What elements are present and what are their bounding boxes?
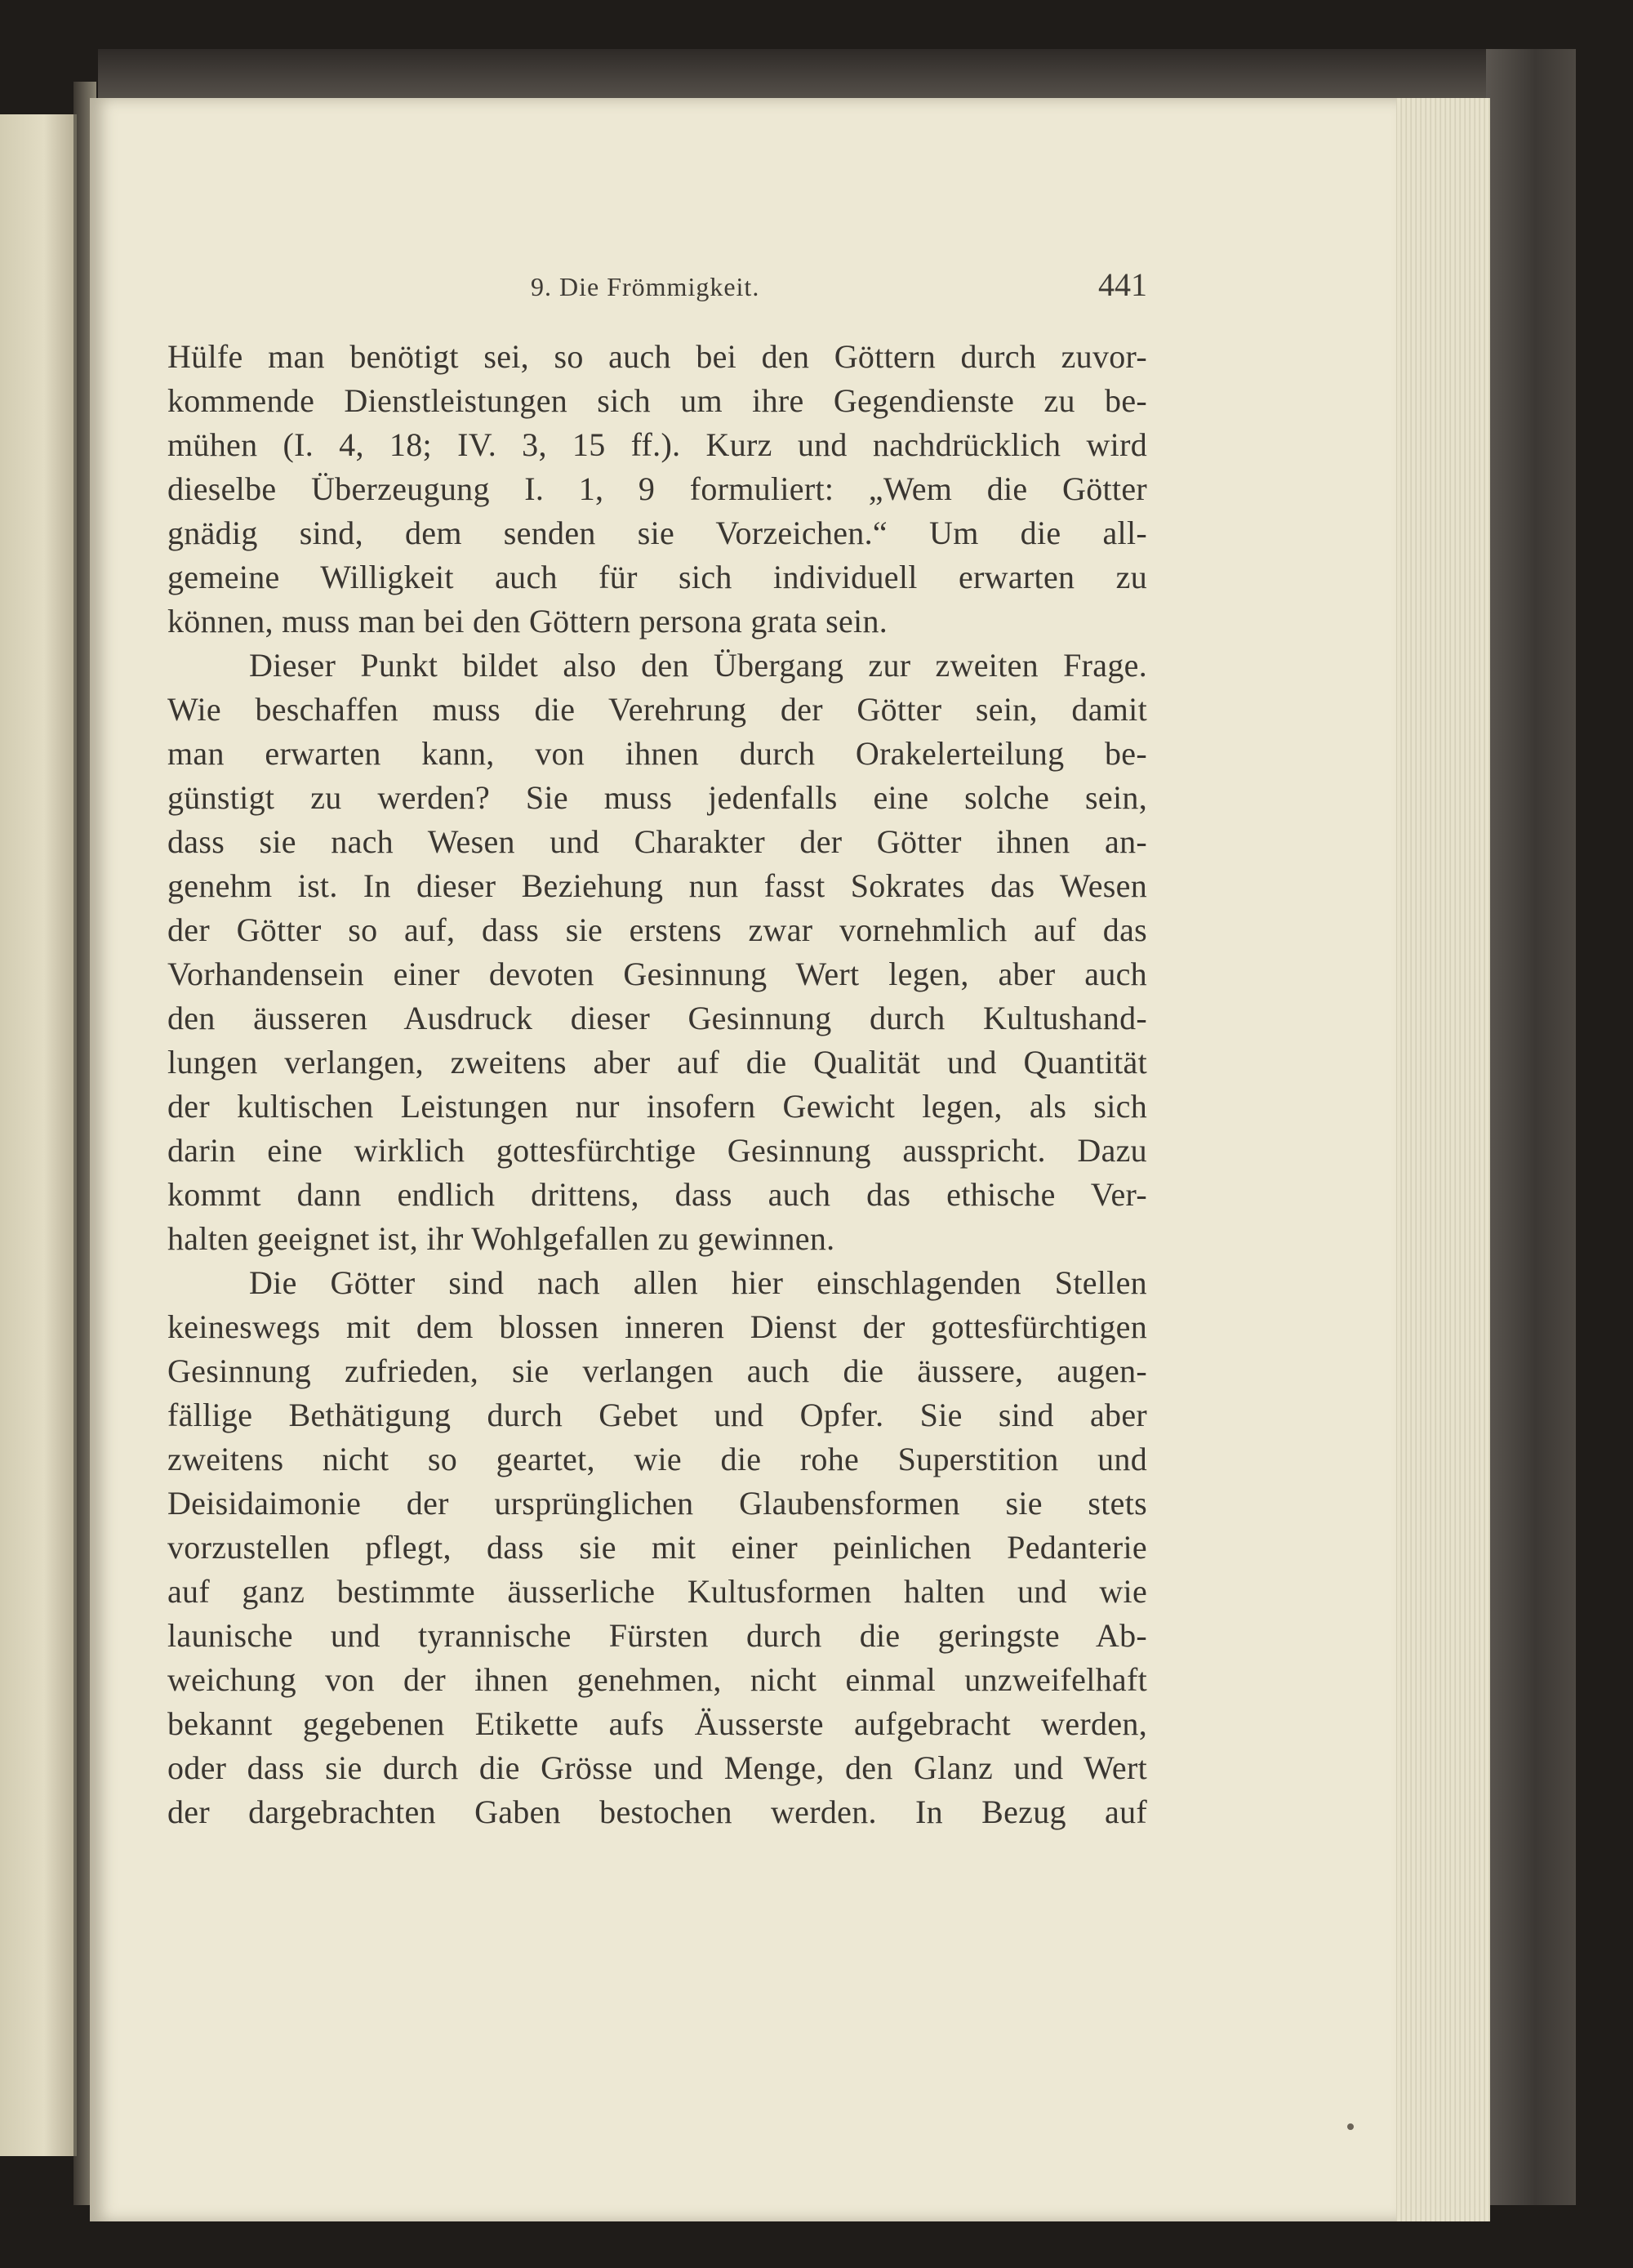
text-line: zweitens nicht so geartet, wie die rohe Superstition und [167,1441,1147,1477]
text-line: fällige Bethätigung durch Gebet und Opfer. Sie sind aber [167,1397,1147,1433]
text-line: Wie beschaffen muss die Verehrung der Götter sein, damit [167,691,1147,728]
text-line: launische und tyrannische Fürsten durch die geringste Ab- [167,1617,1147,1654]
text-line: Die Götter sind nach allen hier einschlagenden Stellen [249,1264,1147,1301]
text-line: mühen (I. 4, 18; IV. 3, 15 ff.). Kurz und nachdrücklich wird [167,426,1147,463]
body-text [167,335,1147,1834]
text-line: Hülfe man benötigt sei, so auch bei den Göttern durch zuvor- [167,338,1147,375]
text-line: kommende Dienstleistungen sich um ihre Gegendienste zu be- [167,382,1147,419]
text-line: keineswegs mit dem blossen inneren Dienst der gottesfürchtigen [167,1308,1147,1345]
text-line: man erwarten kann, von ihnen durch Orakelerteilung be- [167,735,1147,772]
text-line: der Götter so auf, dass sie erstens zwar vornehmlich auf das [167,911,1147,948]
text-line: dass sie nach Wesen und Charakter der Götter ihnen an- [167,823,1147,860]
text-line: Gesinnung zufrieden, sie verlangen auch die äussere, augen- [167,1352,1147,1389]
paper-speck [1347,2123,1354,2130]
text-line: gnädig sind, dem senden sie Vorzeichen.“ Um die all- [167,515,1147,551]
text-line: weichung von der ihnen genehmen, nicht einmal unzweifelhaft [167,1661,1147,1698]
text-line: den äusseren Ausdruck dieser Gesinnung durch Kultushand- [167,1000,1147,1036]
text-line: können, muss man bei den Göttern persona grata sein. [167,603,888,639]
chapter-title: 9. Die Frömmigkeit. [531,272,760,301]
left-page-edge [0,114,77,2156]
text-line: bekannt gegebenen Etikette aufs Äusserste aufgebracht werden, [167,1705,1147,1742]
text-line: vorzustellen pflegt, dass sie mit einer peinlichen Pedanterie [167,1529,1147,1566]
text-line: Vorhandensein einer devoten Gesinnung Wert legen, aber auch [167,956,1147,992]
text-line: halten geeignet ist, ihr Wohlgefallen zu gewinnen. [167,1220,835,1257]
text-line: der kultischen Leistungen nur insofern Gewicht legen, als sich [167,1088,1147,1125]
text-line: Dieser Punkt bildet also den Übergang zur zweiten Frage. [249,647,1147,684]
text-line: genehm ist. In dieser Beziehung nun fasst Sokrates das Wesen [167,867,1147,904]
text-line: günstigt zu werden? Sie muss jedenfalls eine solche sein, [167,779,1147,816]
text-line: Deisidaimonie der ursprünglichen Glaubensformen sie stets [167,1485,1147,1522]
page-number: 441 [1098,266,1147,303]
text-line: lungen verlangen, zweitens aber auf die Qualität und Quantität [167,1044,1147,1081]
text-line: oder dass sie durch die Grösse und Menge, den Glanz und Wert [167,1749,1147,1786]
page-block-edges [1388,98,1490,2221]
text-line: dieselbe Überzeugung I. 1, 9 formuliert: „Wem die Götter [167,470,1147,507]
text-line: auf ganz bestimmte äusserliche Kultusformen halten und wie [167,1573,1147,1610]
running-head [441,176,1257,303]
text-line: der dargebrachten Gaben bestochen werden. In Bezug auf [167,1793,1147,1830]
book-cover-edge [1486,49,1576,2205]
text-line: darin eine wirklich gottesfürchtige Gesinnung ausspricht. Dazu [167,1132,1147,1169]
text-line: kommt dann endlich drittens, dass auch das ethische Ver- [167,1176,1147,1213]
text-line: gemeine Willigkeit auch für sich individuell erwarten zu [167,559,1147,595]
